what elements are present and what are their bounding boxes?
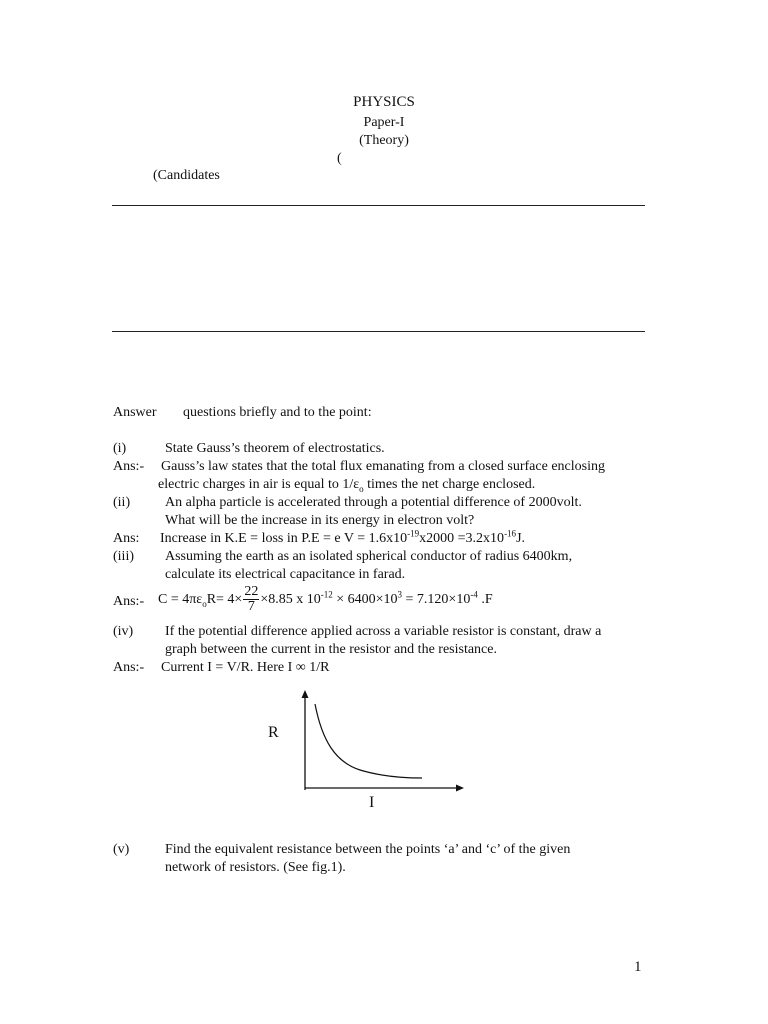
paper-type: (Theory) xyxy=(359,133,409,148)
question-text: What will be the increase in its energy in electron volt? xyxy=(165,513,475,528)
question-label: (ii) xyxy=(113,495,131,510)
candidates-note: (Candidates xyxy=(153,168,220,183)
question-text: graph between the current in the resistor and the resistance. xyxy=(165,642,497,657)
question-label: (v) xyxy=(113,842,130,857)
question-text: An alpha particle is accelerated through a potential difference of 2000volt. xyxy=(165,495,582,510)
answer-text: Current I = V/R. Here I ∞ 1/R xyxy=(161,660,330,675)
question-text: Assuming the earth as an isolated spherical conductor of radius 6400km, xyxy=(165,549,573,564)
page-number: 1 xyxy=(634,959,642,975)
paper-title: PHYSICS xyxy=(353,94,415,110)
question-label: (iii) xyxy=(113,549,134,564)
question-text: If the potential difference applied across a variable resistor is constant, draw a xyxy=(165,624,602,639)
answer-label: Ans:- xyxy=(113,459,145,474)
fraction: $\frac{22}{7}$ xyxy=(244,584,259,614)
question-label: (iv) xyxy=(113,624,134,639)
graph-x-label: I xyxy=(369,794,375,811)
answer-text: Increase in K.E = loss in P.E = e $V = 1.6x10^{-19}x2000 =3.2x10^{-16}J$. xyxy=(160,528,526,546)
graph-y-label: R xyxy=(268,724,279,741)
question-text: State Gauss’s theorem of electrostatics. xyxy=(165,441,385,456)
y-axis-arrow xyxy=(302,690,309,698)
question-text: network of resistors. (See fig.1). xyxy=(165,860,346,875)
question-text: calculate its electrical capacitance in farad. xyxy=(165,567,406,582)
instruction-text: questions briefly and to the point: xyxy=(183,405,372,420)
answer-text: electric charges in air is equal to $1/\varepsilon_o$ times the net charge enclosed. xyxy=(158,477,536,494)
paren-fragment: ( xyxy=(337,151,342,166)
question-label: (i) xyxy=(113,441,127,456)
answer-label: Ans:- xyxy=(113,660,145,675)
divider-top xyxy=(112,205,645,206)
paper-number: Paper-I xyxy=(363,115,405,130)
answer-label: Ans:- xyxy=(113,594,145,609)
answer-label: Ans: xyxy=(113,531,140,546)
question-text: Find the equivalent resistance between the points ‘a’ and ‘c’ of the given xyxy=(165,842,571,857)
instruction-word: Answer xyxy=(113,405,157,420)
answer-formula: $C = 4\pi\varepsilon_oR= 4\times$ $\frac{22}{7}$ ×8.85 x $10^{-12} \times 6400\times 10^3 = 7.120\times 10^{-4}$ .F xyxy=(158,584,493,614)
x-axis-arrow xyxy=(456,785,464,792)
curve xyxy=(315,704,422,778)
answer-text: Gauss’s law states that the total flux emanating from a closed surface enclosing xyxy=(161,459,605,474)
graph-r-vs-i xyxy=(300,690,470,795)
divider-bottom xyxy=(112,331,645,332)
